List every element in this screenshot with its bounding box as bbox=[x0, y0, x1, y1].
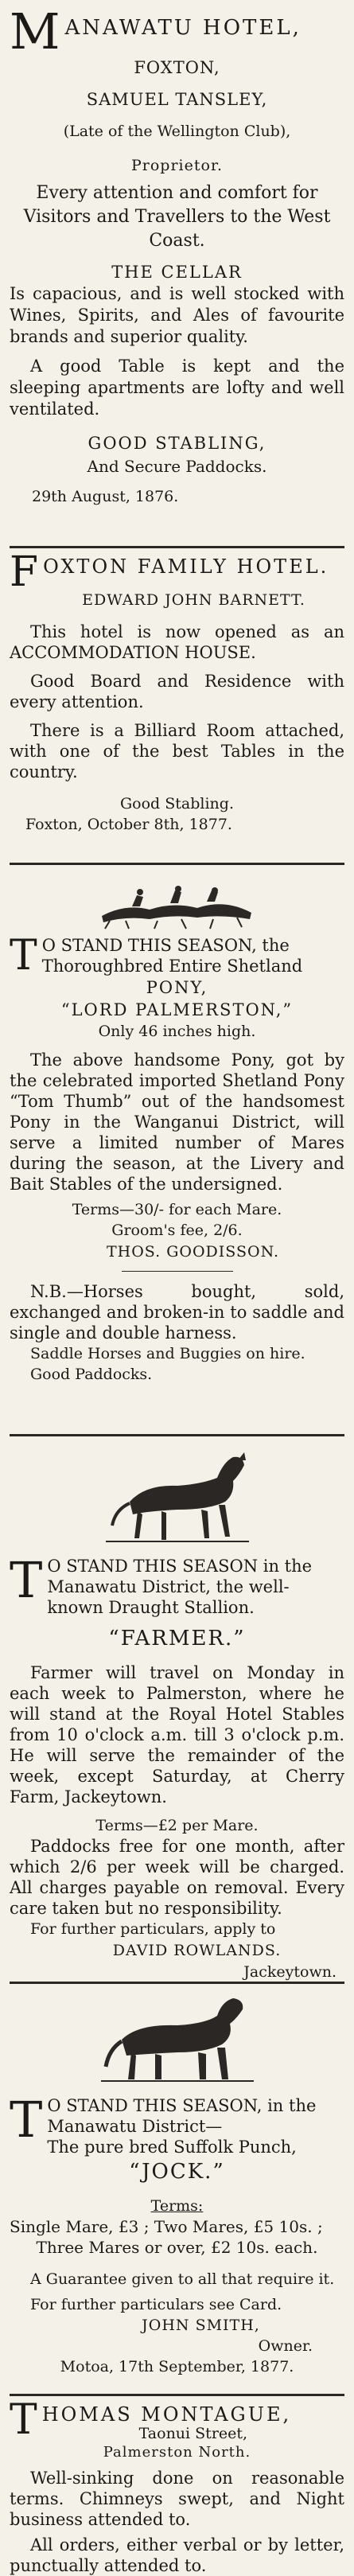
paragraph-visitors: Every attention and comfort for Visitors and Travellers to the West Coast. bbox=[23, 183, 331, 251]
lead-text-2: Manawatu District, the well- bbox=[47, 1577, 290, 1596]
late-of: (Late of the Wellington Club), bbox=[63, 123, 291, 140]
cellar-heading: THE CELLAR bbox=[111, 263, 243, 282]
stabling-heading: GOOD STABLING, bbox=[88, 434, 266, 453]
drop-cap: M bbox=[10, 2, 60, 60]
owner-name: EDWARD JOHN BARNETT. bbox=[82, 591, 305, 609]
paragraph-description: The above handsome Pony, got by the celebrated imported Shetland Pony “Tom Thumb” out of the handsomest Pony in the Wanganui District, will serve a limited number of Mares during the season, at the Livery and Bait Stables of the undersigned. bbox=[10, 1050, 344, 1194]
drop-cap: T bbox=[10, 1551, 43, 1609]
ad-date: Foxton, October 8th, 1877. bbox=[25, 816, 232, 833]
ad-lead bbox=[10, 2091, 344, 2159]
draught-horse-illustration bbox=[98, 1992, 257, 2087]
terms: Terms—£2 per Mare. bbox=[95, 1817, 259, 1834]
paragraph-opened: This hotel is now opened as an ACCOMMODATION HOUSE. bbox=[10, 622, 344, 662]
lead-text: O STAND THIS SEASON, the bbox=[41, 936, 290, 955]
paragraph-billiard: There is a Billiard Room attached, with one of the best Tables in the country. bbox=[10, 721, 344, 781]
owner-label: Owner. bbox=[258, 2337, 313, 2355]
signer: JOHN SMITH, bbox=[142, 2317, 260, 2334]
paragraph-well-sinking: Well-sinking done on reasonable terms. Chimneys swept, and Night business attended to. bbox=[10, 2469, 344, 2529]
lead-text: O STAND THIS SEASON, in the bbox=[47, 2096, 317, 2115]
lead-text-2: Thoroughbred Entire Shetland bbox=[41, 957, 303, 976]
paragraph-cellar: Is capacious, and is well stocked with Wines, Spirits, and Ales of favourite brands and superior quality. bbox=[10, 284, 344, 346]
ad-thomas-montague bbox=[10, 2396, 344, 2575]
ad-manawatu-hotel bbox=[10, 0, 344, 546]
good-paddocks: Good Paddocks. bbox=[30, 1366, 153, 1383]
lead-text-3: known Draught Stallion. bbox=[47, 1598, 255, 1617]
hotel-name: OXTON FAMILY HOTEL. bbox=[43, 555, 329, 578]
ad-date: 29th August, 1876. bbox=[32, 488, 179, 505]
lead-text-3: The pure bred Suffolk Punch, bbox=[47, 2138, 297, 2157]
ad-date: Motoa, 17th September, 1877. bbox=[60, 2358, 294, 2375]
signer: THOS. GOODISSON. bbox=[106, 1243, 280, 1261]
short-rule bbox=[122, 1271, 233, 1272]
proprietor-name: SAMUEL TANSLEY, bbox=[86, 90, 268, 109]
horse-name: “LORD PALMERSTON,” bbox=[60, 1000, 294, 1019]
height-note: Only 46 inches high. bbox=[98, 1023, 256, 1040]
street: Taonui Street, bbox=[138, 2425, 248, 2442]
groom-fee: Groom's fee, 2/6. bbox=[111, 1222, 243, 1239]
terms: Terms—30/- for each Mare. bbox=[72, 1201, 282, 1218]
drop-cap: F bbox=[10, 548, 39, 596]
horse-name: “JOCK.” bbox=[129, 2160, 225, 2184]
business-name: HOMAS MONTAGUE, bbox=[41, 2403, 292, 2426]
ad-lead bbox=[10, 1551, 344, 1618]
lead-text: O STAND THIS SEASON in the bbox=[47, 1557, 313, 1576]
ad-lead bbox=[10, 932, 344, 980]
place: Jackeytown. bbox=[243, 1963, 336, 1981]
paragraph-nb: N.B.—Horses bought, sold, exchanged and broken-in to saddle and single and double harness. bbox=[10, 1282, 344, 1343]
terms-heading: Terms: bbox=[150, 2197, 204, 2215]
paragraph-travel: Farmer will travel on Monday in each week to Palmerston, where he will stand at the Royal Hotel Stables from 10 o'clock a.m. till 3 o'clock p.m. He will serve the remainder of the week, except Saturday, at Cherry Farm, Jackeytown. bbox=[10, 1663, 344, 1806]
proprietor-label: Proprietor. bbox=[131, 157, 223, 174]
signer: DAVID ROWLANDS. bbox=[112, 1942, 282, 1959]
terms-line-2: Three Mares or over, £2 10s. each. bbox=[36, 2238, 318, 2257]
ad-lord-palmerston-pony bbox=[10, 865, 344, 1434]
drop-cap: T bbox=[10, 932, 37, 980]
ad-farmer-stallion bbox=[10, 1436, 344, 1982]
paragraph-orders: All orders, either verbal or by letter, punctually attended to. bbox=[10, 2535, 344, 2575]
guarantee: A Guarantee given to all that require it. bbox=[30, 2270, 335, 2288]
hotel-name: ANAWATU HOTEL, bbox=[64, 16, 301, 40]
particulars: For further particulars, apply to bbox=[30, 1920, 276, 1938]
paragraph-board: Good Board and Residence with every attention. bbox=[10, 672, 344, 711]
ad-foxton-family-hotel bbox=[10, 548, 344, 863]
drop-cap: T bbox=[10, 2396, 37, 2444]
saddle-horses: Saddle Horses and Buggies on hire. bbox=[30, 1345, 305, 1362]
drop-cap: T bbox=[10, 2091, 43, 2149]
ad-title bbox=[10, 548, 344, 596]
stallion-illustration bbox=[98, 1446, 257, 1548]
lead-text-2: Manawatu District— bbox=[47, 2117, 223, 2136]
horse-race-illustration bbox=[94, 875, 261, 930]
pony-label: PONY, bbox=[146, 978, 208, 997]
stabling: Good Stabling. bbox=[120, 795, 234, 813]
terms-line-1: Single Mare, £3 ; Two Mares, £5 10s. ; bbox=[10, 2217, 323, 2236]
ad-title bbox=[10, 2, 344, 60]
paragraph-table: A good Table is kept and the sleeping apartments are lofty and well ventilated. bbox=[10, 357, 344, 419]
town: Palmerston North. bbox=[103, 2444, 251, 2461]
further-particulars: For further particulars see Card. bbox=[30, 2296, 282, 2313]
stabling-sub: And Secure Paddocks. bbox=[87, 457, 267, 476]
ad-jock-stallion bbox=[10, 1984, 344, 2394]
town: FOXTON, bbox=[134, 58, 220, 77]
horse-name: “FARMER.” bbox=[108, 1627, 246, 1650]
paragraph-paddocks: Paddocks free for one month, after which 2/6 per week will be charged. All charges payable on removal. Every care taken but no responsibility. bbox=[10, 1837, 344, 1918]
